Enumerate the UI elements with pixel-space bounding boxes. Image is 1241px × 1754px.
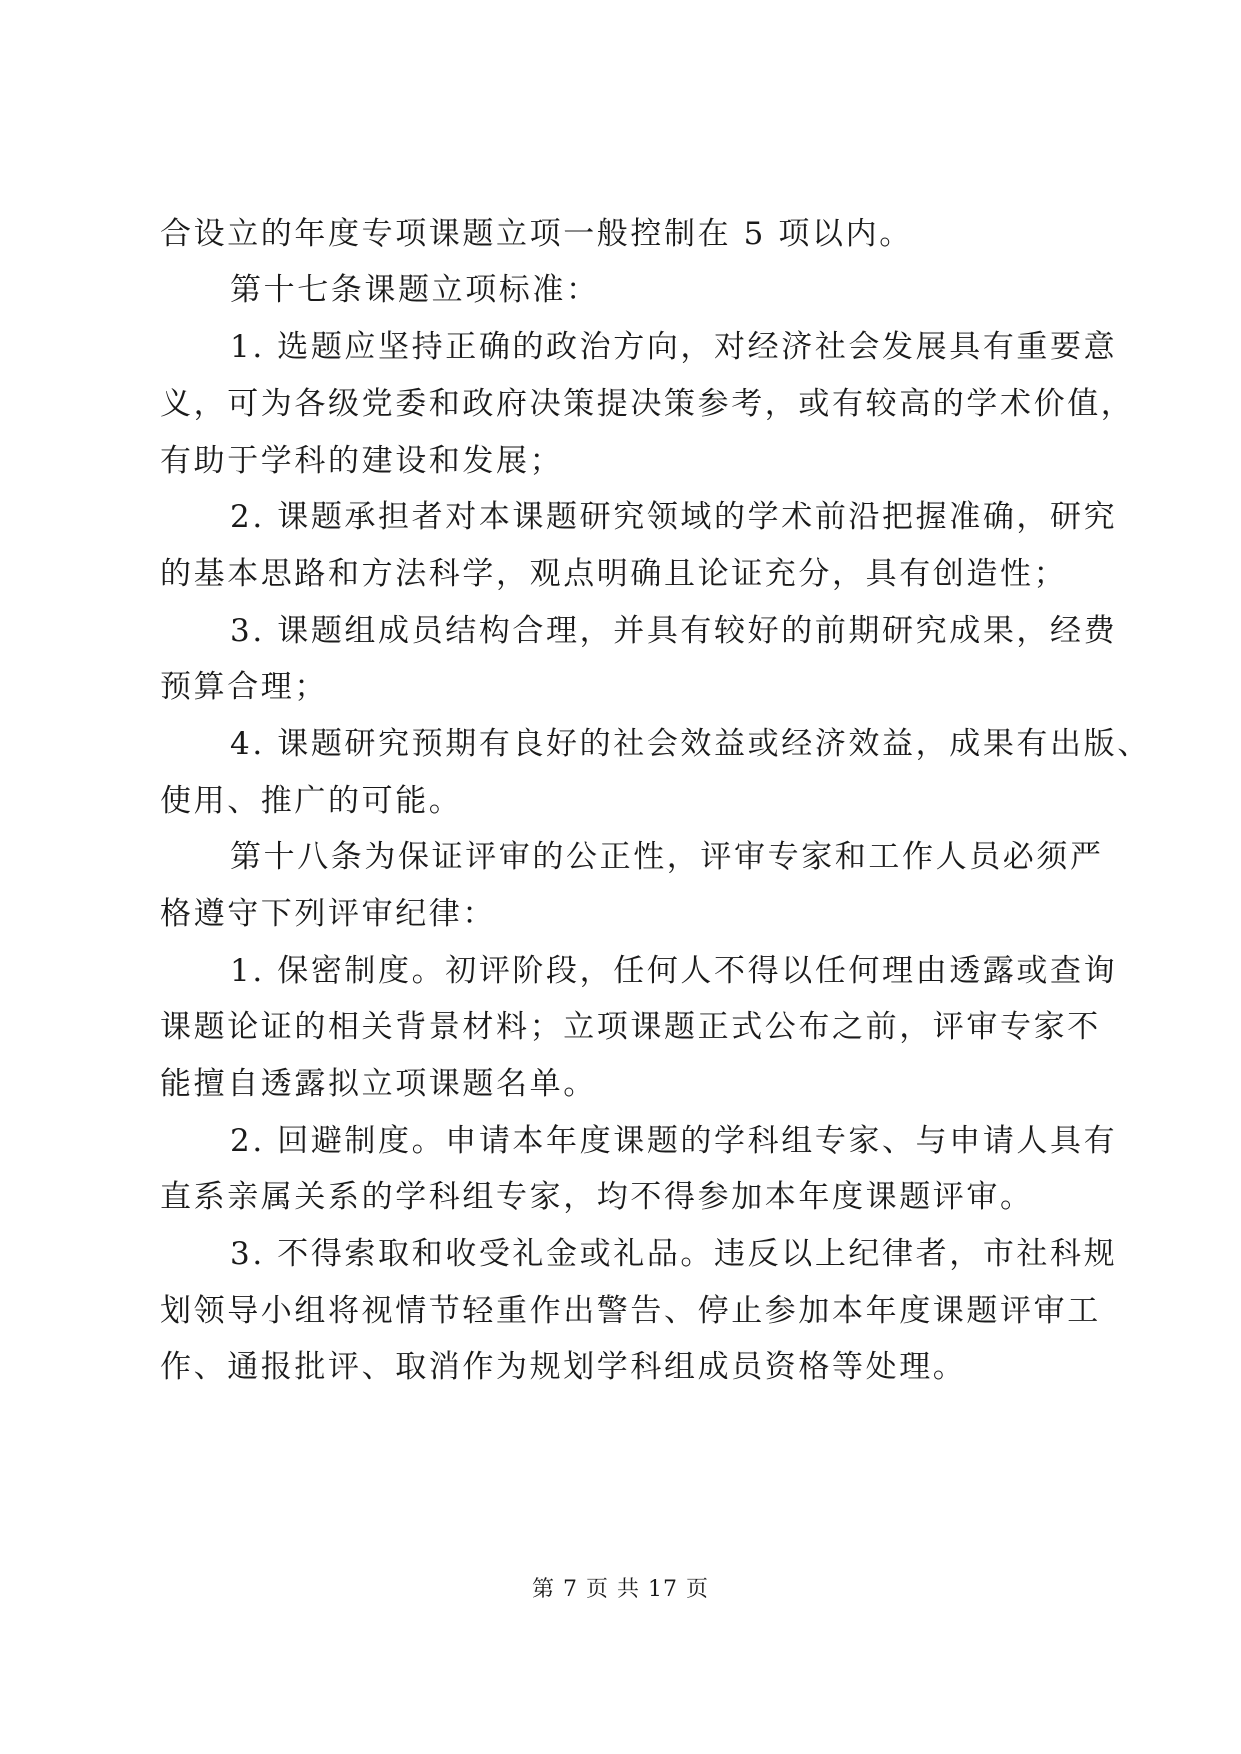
text-line: 第十七条课题立项标准： [230,272,600,308]
text-line: 2. 回避制度。申请本年度课题的学科组专家、与申请人具有 [230,1123,1118,1159]
text-line: 有助于学科的建设和发展； [160,443,564,479]
text-line: 能擅自透露拟立项课题名单。 [160,1066,597,1102]
text-line: 1. 选题应坚持正确的政治方向，对经济社会发展具有重要意 [230,329,1118,365]
text-line: 合设立的年度专项课题立项一般控制在 5 项以内。 [160,216,913,252]
text-line: 2. 课题承担者对本课题研究领域的学术前沿把握准确，研究 [230,499,1118,535]
text-line: 格遵守下列评审纪律： [160,896,496,932]
text-line: 3. 不得索取和收受礼金或礼品。违反以上纪律者，市社科规 [230,1236,1118,1272]
text-line: 3. 课题组成员结构合理，并具有较好的前期研究成果，经费 [230,613,1118,649]
text-line: 4. 课题研究预期有良好的社会效益或经济效益，成果有出版、 [230,726,1151,762]
text-line: 1. 保密制度。初评阶段，任何人不得以任何理由透露或查询 [230,953,1118,989]
text-line: 作、通报批评、取消作为规划学科组成员资格等处理。 [160,1349,967,1385]
text-line: 义，可为各级党委和政府决策提决策参考，或有较高的学术价值， [160,386,1135,422]
text-line: 使用、推广的可能。 [160,783,463,819]
page-footer: 第 7 页 共 17 页 [532,1577,709,1602]
text-line: 划领导小组将视情节轻重作出警告、停止参加本年度课题评审工 [160,1293,1101,1329]
text-line: 第十八条为保证评审的公正性，评审专家和工作人员必须严 [230,839,1104,875]
text-line: 的基本思路和方法科学，观点明确且论证充分，具有创造性； [160,556,1068,592]
text-line: 课题论证的相关背景材料；立项课题正式公布之前，评审专家不 [160,1009,1101,1045]
text-line: 直系亲属关系的学科组专家，均不得参加本年度课题评审。 [160,1179,1034,1215]
text-line: 预算合理； [160,669,328,705]
